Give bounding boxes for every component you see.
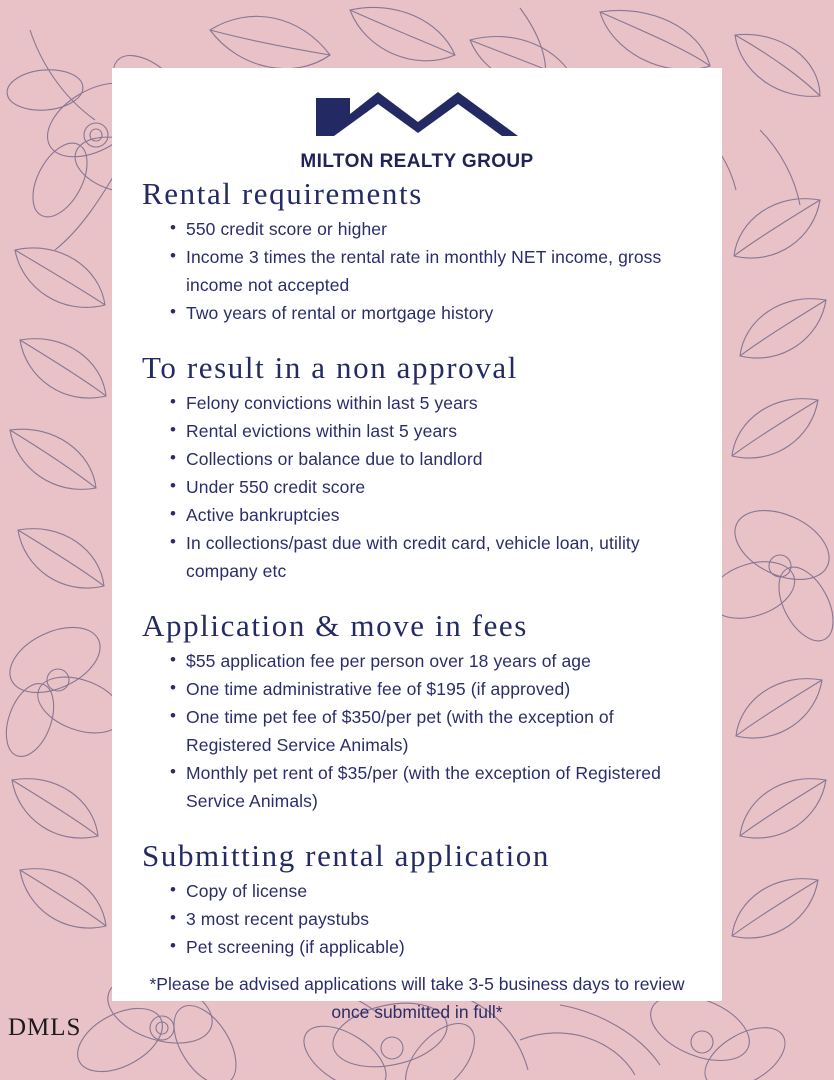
section-title-submitting-application: Submitting rental application (142, 838, 551, 874)
list-item: • 550 credit score or higher (172, 215, 704, 243)
list-item: • One time pet fee of $350/per pet (with the exception of Registered Service Animals) (172, 703, 704, 759)
list-rental-requirements (130, 215, 704, 327)
list-item: • Felony convictions within last 5 years (172, 389, 704, 417)
list-item: • Income 3 times the rental rate in monthly NET income, gross income not accepted (172, 243, 704, 299)
brand-name: MILTON REALTY GROUP (300, 151, 534, 172)
list-item: • Copy of license (172, 877, 704, 905)
list-item: • Two years of rental or mortgage history (172, 299, 704, 327)
list-item: • In collections/past due with credit card, vehicle loan, utility company etc (172, 529, 704, 585)
list-item: • One time administrative fee of $195 (if approved) (172, 675, 704, 703)
brand-logo (130, 88, 704, 173)
list-item: • Monthly pet rent of $35/per (with the exception of Registered Service Animals) (172, 759, 704, 815)
list-fees (130, 647, 704, 815)
list-item: • Pet screening (if applicable) (172, 933, 704, 961)
section-spacer (130, 585, 704, 599)
section-title-non-approval: To result in a non approval (142, 350, 518, 386)
footer-note: *Please be advised applications will take 3-5 business days to review once submitted in full* (149, 974, 685, 1022)
list-item: • $55 application fee per person over 18 years of age (172, 647, 704, 675)
section-title-fees: Application & move in fees (142, 608, 528, 644)
list-item: • Collections or balance due to landlord (172, 445, 704, 473)
house-roof-icon (306, 88, 528, 150)
list-submitting-application (130, 877, 704, 961)
section-spacer (130, 815, 704, 829)
flyer-card (112, 68, 722, 1022)
watermark-dmls: DMLS (8, 1014, 82, 1041)
list-item: • Under 550 credit score (172, 473, 704, 501)
section-title-rental-requirements: Rental requirements (142, 176, 423, 211)
note-spacer (130, 961, 704, 967)
list-non-approval (130, 389, 704, 585)
list-item: • Active bankruptcies (172, 501, 704, 529)
list-item: • Rental evictions within last 5 years (172, 417, 704, 445)
list-item: • 3 most recent paystubs (172, 905, 704, 933)
section-spacer (130, 327, 704, 341)
